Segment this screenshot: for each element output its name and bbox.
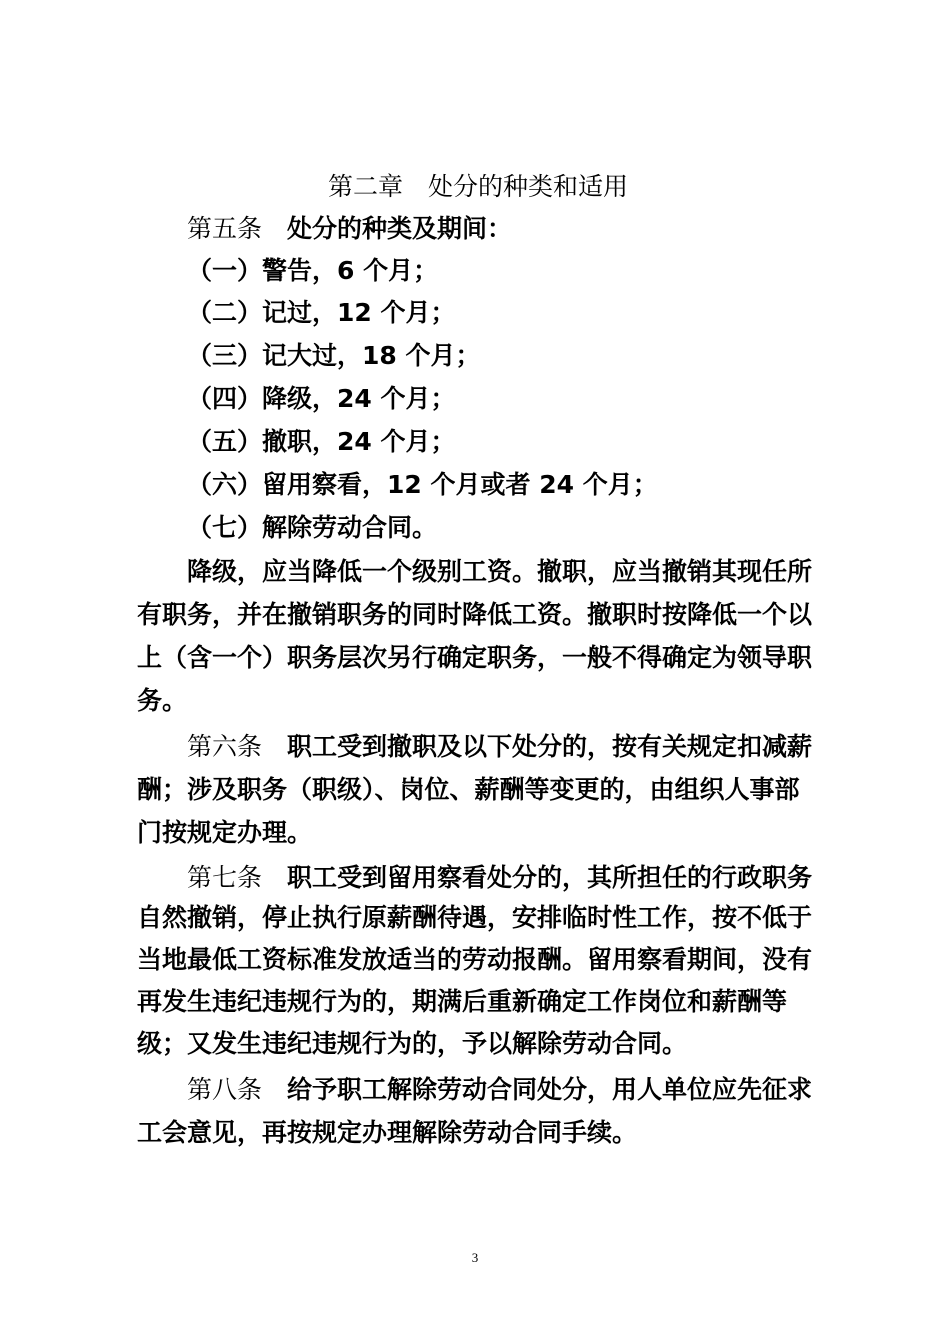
article-7 [187, 861, 812, 895]
list-item: （三）记大过，18 个月； [187, 341, 481, 370]
page-number: 3 [471, 1250, 479, 1265]
paragraph-line: 再发生违纪违规行为的，期满后重新确定工作岗位和薪酬等 [137, 987, 788, 1016]
paragraph-line: 上（含一个）职务层次另行确定职务，一般不得确定为领导职 [137, 643, 813, 672]
article-6-text: 职工受到撤职及以下处分的，按有关规定扣减薪 [287, 732, 813, 761]
list-item: （七）解除劳动合同。 [187, 513, 438, 542]
chapter-title: 第二章 处分的种类和适用 [328, 172, 629, 201]
article-5 [187, 212, 512, 246]
list-item: （五）撤职，24 个月； [187, 427, 456, 456]
article-6-label: 第六条 [187, 732, 263, 761]
paragraph-line: 当地最低工资标准发放适当的劳动报酬。留用察看期间，没有 [137, 945, 813, 974]
list-item: （六）留用察看，12 个月或者 24 个月； [187, 470, 658, 499]
article-8-text: 给予职工解除劳动合同处分，用人单位应先征求 [287, 1075, 813, 1104]
paragraph-line: 工会意见，再按规定办理解除劳动合同手续。 [137, 1118, 638, 1147]
article-7-label: 第七条 [187, 863, 263, 892]
paragraph-line: 降级，应当降低一个级别工资。撤职，应当撤销其现任所 [187, 557, 813, 586]
paragraph-line: 酬；涉及职务（职级）、岗位、薪酬等变更的，由组织人事部 [137, 775, 800, 804]
list-item: （四）降级，24 个月； [187, 384, 456, 413]
article-8-label: 第八条 [187, 1075, 263, 1104]
paragraph-line: 门按规定办理。 [137, 818, 313, 847]
paragraph-line: 级；又发生违纪违规行为的，予以解除劳动合同。 [137, 1029, 688, 1058]
paragraph-line: 务。 [137, 686, 188, 715]
article-6 [187, 730, 812, 764]
article-5-heading: 处分的种类及期间： [287, 214, 513, 243]
article-7-text: 职工受到留用察看处分的，其所担任的行政职务 [287, 863, 813, 892]
article-8 [187, 1073, 812, 1107]
paragraph-line: 自然撤销，停止执行原薪酬待遇，安排临时性工作，按不低于 [137, 903, 813, 932]
article-5-label: 第五条 [187, 214, 263, 243]
list-item: （一）警告，6 个月； [187, 256, 439, 285]
paragraph-line: 有职务，并在撤销职务的同时降低工资。撤职时按降低一个以 [137, 600, 813, 629]
list-item: （二）记过，12 个月； [187, 298, 456, 327]
